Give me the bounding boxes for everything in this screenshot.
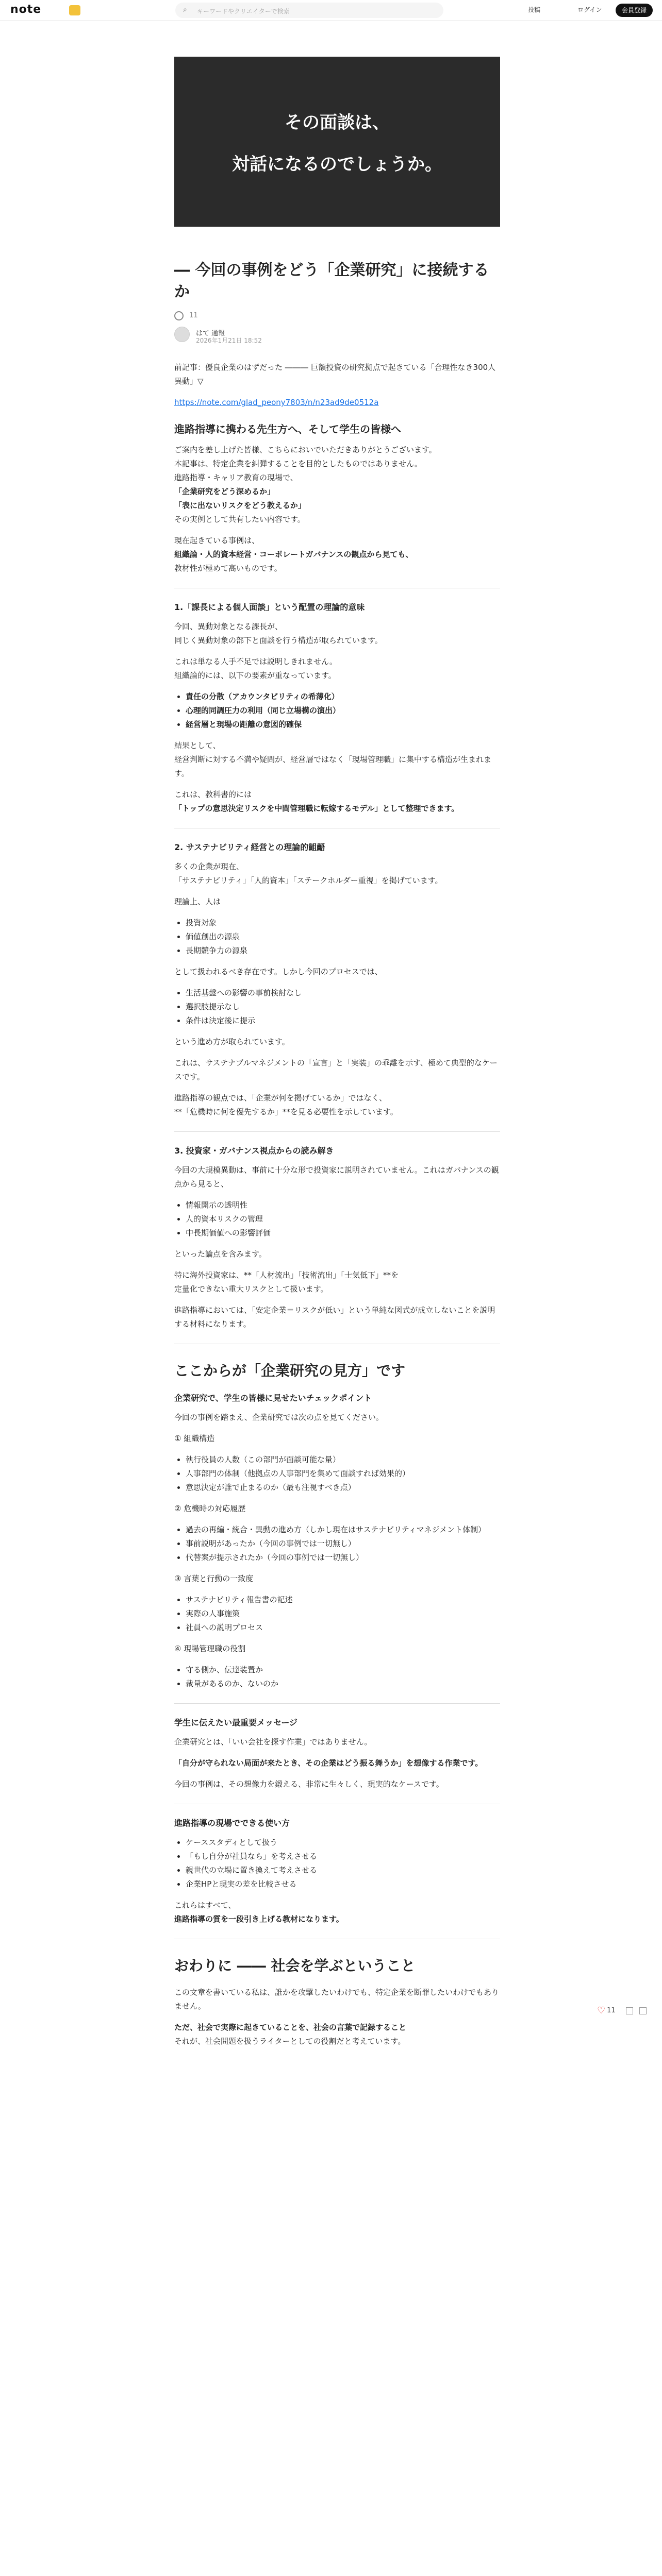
section-heading: おわりに ―― 社会を学ぶということ [174,1957,416,1974]
heart-icon[interactable] [174,311,184,320]
list-item: • 情報開示の透明性 [186,1198,500,1212]
section-heading: 2. サステナビリティ経営との理論的齟齬 [174,842,325,852]
author-block[interactable] [174,327,500,343]
list-item: • 社員への説明プロセス [186,1621,500,1635]
check-title: ② 危機時の対応履歴 [174,1504,246,1513]
list-item: • 企業HPと現実の差を比較させる [186,1877,500,1891]
search-placeholder: キーワードやクリエイターで検索 [197,8,290,15]
floating-actions [597,2005,647,2016]
paragraph: 多くの企業が現在、 「サステナビリティ」「人的資本」「ステークホルダー重視」を掲げています。 [174,862,443,885]
heart-icon[interactable]: ♡ [597,2005,606,2016]
list-item: • 人的資本リスクの管理 [186,1212,500,1226]
paragraph: ご案内を差し上げた皆様、こちらにおいでいただきありがとうございます。 本記事は、特定企業を糾弾することを目的としたものではありません。 進路指導・キャリア教育の現場で、 「企業研究をどう深めるか」 「表に出ないリスクをどう教えるか」 その実例として共有したい内容です。 [174,445,437,524]
paragraph: 進路指導の観点では、「企業が何を掲げているか」ではなく、 **「危機時に何を優先するか」**を見る必要性を示しています。 [174,1093,398,1116]
section-heading: 進路指導の現場でできる使い方 [174,1818,290,1828]
paragraph: 今回の大規模異動は、事前に十分な形で投資家に説明されていません。これはガバナンスの観点から見ると、 [174,1165,499,1189]
paragraph: 現在起きている事例は、 組織論・人的資本経営・コーポレートガバナンスの観点から見ても、 教材性が極めて高いものです。 [174,536,413,573]
list-item: • 人事部門の体制（他拠点の人事部門を集めて面談すれば効果的） [186,1467,500,1481]
list-item: • 選択肢提示なし [186,1000,500,1014]
article [174,57,500,2056]
paragraph: これは、サステナブルマネジメントの「宣言」と「実装」の乖離を示す、極めて典型的なケースです。 [174,1058,498,1081]
paragraph: として扱われるべき存在です。しかし今回のプロセスでは、 [174,967,383,976]
list-item: • 裁量があるのか、ないのか [186,1677,500,1691]
list-item: • 意思決定が誰で止まるのか（最も注視すべき点） [186,1481,500,1495]
list [174,986,500,1028]
list-item: • 条件は決定後に提示 [186,1014,500,1028]
side-like-count: 11 [607,2007,616,2014]
list-item: • 事前説明があったか（今回の事例では一切無し） [186,1537,500,1551]
paragraph: 理論上、人は [174,897,221,906]
list [174,1593,500,1635]
list [174,690,500,732]
list [174,1523,500,1565]
badge-icon [69,5,80,15]
check-title: ③ 言葉と行動の一致度 [174,1574,254,1583]
paragraph: 「自分が守られない局面が来たとき、その企業はどう振る舞うか」を想像する作業です。 [174,1758,483,1768]
section-heading: 3. 投資家・ガバナンス視点からの読み解き [174,1146,334,1156]
intro-text: 前記事：優良企業のはずだった ――― 巨額投資の研究拠点で起きている「合理性なき300人異動」▽ [174,363,496,386]
site-header [0,0,662,21]
paragraph: これは、教科書的には 「トップの意思決定リスクを中間管理職に転嫁するモデル」として整理できます。 [174,790,459,813]
list-item: • 実際の人事施策 [186,1607,500,1621]
list-item: • 責任の分散（アカウンタビリティの希薄化） [186,690,500,704]
prev-article-link[interactable]: https://note.com/glad_peony7803/n/n23ad9de0512a [174,398,379,407]
avatar[interactable] [174,327,190,342]
list-item: • 中長期価値への影響評価 [186,1226,500,1240]
paragraph: 今回の事例は、その想像力を鍛える、非常に生々しく、現実的なケースです。 [174,1780,444,1789]
list-item: • 代替案が提示されたか（今回の事例では一切無し） [186,1551,500,1565]
list [174,1453,500,1495]
search-icon: ⌕ [183,6,187,14]
list-item: • 生活基盤への影響の事前検討なし [186,986,500,1000]
list-item: • 「もし自分が社員なら」を考えさせる [186,1850,500,1863]
list-item: • 投資対象 [186,916,500,930]
login-button[interactable]: ログイン [577,6,602,13]
paragraph: という進め方が取られています。 [174,1037,290,1046]
paragraph: 進路指導においては、「安定企業＝リスクが低い」という単純な図式が成立しないことを説明する材料になります。 [174,1306,495,1329]
hero-image [174,57,500,227]
list-item: • ケーススタディとして扱う [186,1836,500,1850]
search-input[interactable] [175,3,443,18]
author-name[interactable]: はて 通報 [196,330,225,337]
paragraph: ただ、社会で実際に起きていることを、社会の言葉で記録すること それが、社会問題を扱うライターとしての役割だと考えています。 [174,2023,407,2046]
paragraph: といった論点を含みます。 [174,1249,267,1259]
paragraph: この文章を書いている私は、誰かを攻撃したいわけでも、特定企業を断罪したいわけでもありません。 [174,1988,500,2011]
paragraph: 結果として、 経営判断に対する不満や疑問が、経営層ではなく「現場管理職」に集中する構造が生まれます。 [174,741,492,778]
list-item: • 守る側か、伝達装置か [186,1663,500,1677]
check-title: ① 組織構造 [174,1434,215,1443]
paragraph: 企業研究とは、「いい会社を探す作業」ではありません。 [174,1737,372,1747]
list-item: • 長期競争力の源泉 [186,944,500,958]
list [174,1836,500,1891]
list [174,916,500,958]
divider [174,1131,500,1132]
section-heading: 企業研究で、学生の皆様に見せたいチェックポイント [174,1393,372,1403]
section-heading: 進路指導に携わる先生方へ、そして学生の皆様へ [174,423,401,435]
list-item: • 価値創出の源泉 [186,930,500,944]
note-logo[interactable]: note [10,3,42,16]
paragraph: 今回の事例を踏まえ、企業研究では次の点を見てください。 [174,1413,384,1422]
like-count: 11 [189,312,198,319]
list [174,1198,500,1240]
paragraph: これは単なる人手不足では説明しきれません。 組織論的には、以下の要素が重なっています。 [174,657,337,680]
share-icon[interactable] [626,2007,633,2014]
paragraph: 特に海外投資家は、**「人材流出」「技術流出」「士気低下」**を 定量化できない重大リスクとして扱います。 [174,1270,399,1294]
bookmark-icon[interactable] [639,2007,647,2014]
list-item: • 執行役員の人数（この部門が面談可能な量） [186,1453,500,1467]
section-heading: ここからが「企業研究の見方」です [174,1362,406,1379]
list-item: • サステナビリティ報告書の記述 [186,1593,500,1607]
paragraph: 今回、異動対象となる課長が、 同じく異動対象の部下と面談を行う構造が取られています。 [174,622,383,645]
publish-date: 2026年1月21日 18:52 [196,337,262,344]
paragraph: これらはすべて、 進路指導の質を一段引き上げる教材になります。 [174,1901,344,1924]
signup-button[interactable]: 会員登録 [616,4,653,17]
section-heading: 学生に伝えたい最重要メッセージ [174,1718,298,1727]
hero-line-1: その面談は、 [285,112,390,133]
list-item: • 心理的同調圧力の利用（同じ立場構の演出） [186,704,500,718]
list-item: • 経営層と現場の距離の意図的確保 [186,718,500,732]
post-button[interactable]: 投稿 [528,6,541,13]
list-item: • 過去の再編・統合・異動の進め方（しかし現在はサステナビリティマネジメント体制） [186,1523,500,1537]
divider [174,1703,500,1704]
list-item: • 親世代の立場に置き換えて考えさせる [186,1863,500,1877]
hero-line-2: 対話になるのでしょうか。 [232,154,442,175]
list [174,1663,500,1691]
section-heading: 1.「課長による個人面談」という配置の理論的意味 [174,602,365,612]
page-title: ― 今回の事例をどう「企業研究」に接続するか [174,261,489,301]
check-title: ④ 現場管理職の役割 [174,1644,246,1653]
